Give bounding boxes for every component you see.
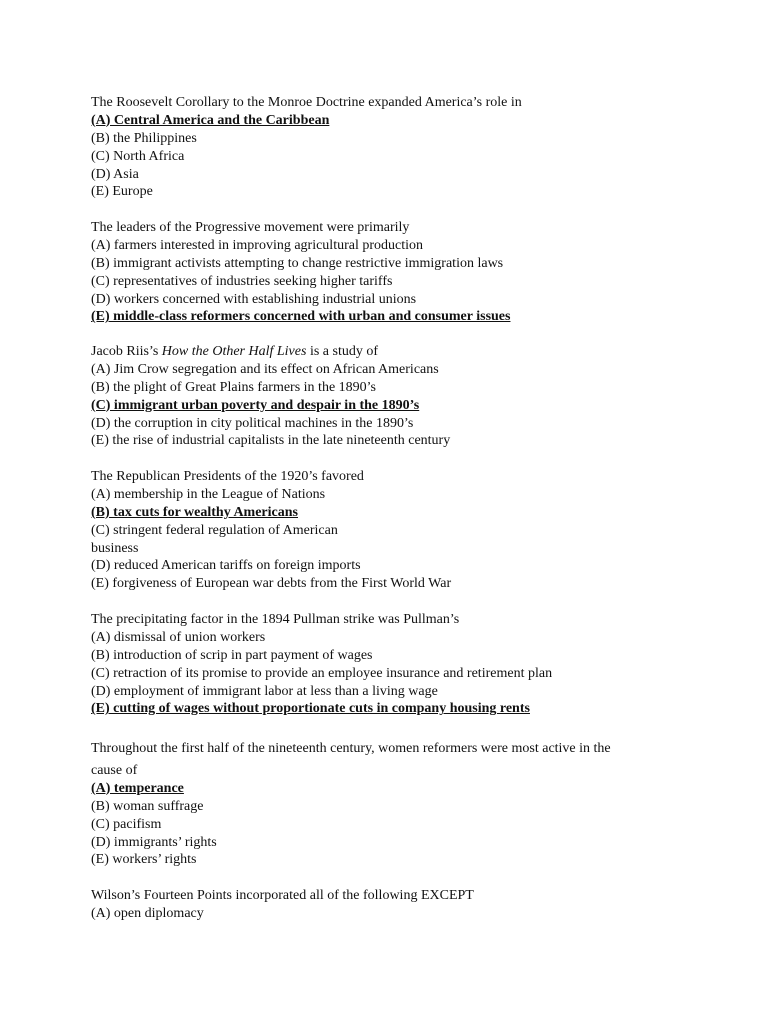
option-c: (C) retraction of its promise to provide an employee insurance and retirement plan: [91, 665, 553, 681]
question-2: [91, 219, 510, 326]
question-5: [91, 611, 552, 718]
option-d: (D) workers concerned with establishing industrial unions: [91, 291, 417, 307]
option-e: (E) forgiveness of European war debts from the First World War: [91, 576, 452, 592]
question-stem: The precipitating factor in the 1894 Pullman strike was Pullman’s: [91, 612, 460, 627]
question-stem: Throughout the first half of the nineteenth century, women reformers were most active in the: [91, 741, 611, 756]
option-b-correct: (B) tax cuts for wealthy Americans: [91, 504, 298, 520]
option-c: (C) pacifism: [91, 816, 162, 832]
option-a: (A) open diplomacy: [91, 905, 204, 921]
question-3: [91, 343, 450, 450]
option-a-correct: (A) Central America and the Caribbean: [91, 112, 330, 128]
question-1: [91, 94, 522, 201]
option-b: (B) woman suffrage: [91, 798, 204, 814]
option-d: (D) employment of immigrant labor at less than a living wage: [91, 683, 438, 699]
option-a: (A) membership in the League of Nations: [91, 486, 326, 502]
option-c-continued: business: [91, 540, 139, 556]
stem-suffix: is a study of: [306, 344, 378, 359]
option-d: (D) the corruption in city political machines in the 1890’s: [91, 415, 414, 431]
option-e: (E) the rise of industrial capitalists in the late nineteenth century: [91, 433, 451, 449]
question-stem: The leaders of the Progressive movement were primarily: [91, 220, 410, 235]
question-6: [91, 736, 611, 869]
option-e-correct: (E) cutting of wages without proportionate cuts in company housing rents: [91, 701, 530, 717]
option-d: (D) immigrants’ rights: [91, 834, 217, 850]
question-stem-continued: cause of: [91, 763, 138, 778]
option-a: (A) Jim Crow segregation and its effect on African Americans: [91, 361, 439, 377]
question-7: [91, 887, 474, 923]
option-a: (A) dismissal of union workers: [91, 629, 266, 645]
book-title: How the Other Half Lives: [161, 344, 307, 359]
option-b: (B) the plight of Great Plains farmers in the 1890’s: [91, 379, 376, 395]
option-e: (E) workers’ rights: [91, 852, 197, 868]
option-a-correct: (A) temperance: [91, 780, 184, 796]
option-e-correct: (E) middle-class reformers concerned with urban and consumer issues: [91, 309, 511, 325]
option-b: (B) immigrant activists attempting to change restrictive immigration laws: [91, 255, 504, 271]
option-c: (C) representatives of industries seeking higher tariffs: [91, 273, 393, 289]
option-d: (D) reduced American tariffs on foreign imports: [91, 558, 361, 574]
option-c: (C) North Africa: [91, 148, 185, 164]
question-4: [91, 468, 451, 593]
option-c-correct: (C) immigrant urban poverty and despair in the 1890’s: [91, 397, 420, 413]
option-b: (B) introduction of scrip in part payment of wages: [91, 647, 373, 663]
stem-prefix: Jacob Riis’s: [91, 344, 162, 359]
option-b: (B) the Philippines: [91, 130, 197, 146]
question-stem: The Republican Presidents of the 1920’s favored: [91, 469, 364, 484]
option-c: (C) stringent federal regulation of American: [91, 522, 338, 538]
question-stem: The Roosevelt Corollary to the Monroe Doctrine expanded America’s role in: [91, 95, 522, 110]
question-stem: [91, 343, 450, 361]
option-a: (A) farmers interested in improving agricultural production: [91, 237, 424, 253]
question-stem: Wilson’s Fourteen Points incorporated all of the following EXCEPT: [91, 888, 474, 903]
option-d: (D) Asia: [91, 166, 139, 182]
option-e: (E) Europe: [91, 184, 153, 200]
